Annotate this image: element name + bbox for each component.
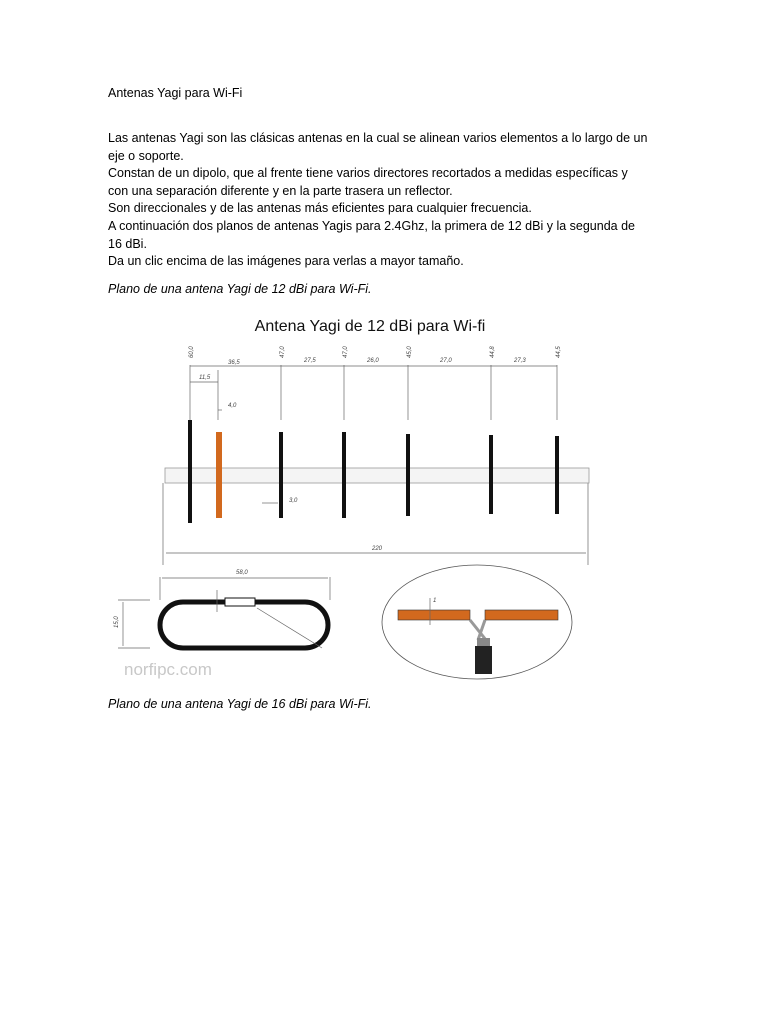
figure-caption-12dbi: Plano de una antena Yagi de 12 dBi para Wi-Fi. — [108, 282, 372, 296]
figure-caption-16dbi: Plano de una antena Yagi de 16 dBi para Wi-Fi. — [108, 697, 372, 711]
reflector-element — [188, 420, 192, 523]
length-label: 47,0 — [343, 346, 349, 358]
total-length-label: 220 — [372, 546, 383, 552]
spacing-label: 36,5 — [228, 360, 240, 366]
yagi-12dbi-diagram[interactable] — [100, 305, 600, 685]
folded-dipole-loop — [118, 577, 330, 648]
intro-paragraph — [108, 130, 668, 271]
length-label: 47,0 — [280, 346, 286, 358]
spacing-label: 26,0 — [367, 358, 379, 364]
detail-gap-label: 1 — [433, 598, 437, 604]
loop-width-label: 58,0 — [236, 570, 248, 576]
diagram-title: Antena Yagi de 12 dBi para Wi-fi — [254, 318, 486, 335]
gap-label: 3,0 — [289, 498, 298, 504]
paragraph-line: Son direccionales y de las antenas más eficientes para cualquier frecuencia. — [108, 201, 532, 216]
spacing-label: 27,3 — [514, 358, 526, 364]
paragraph-line: Las antenas Yagi son las clásicas antenas en la cual se alinean varios elementos a lo largo de un — [108, 131, 648, 145]
director-element — [489, 435, 493, 514]
spacing-label: 27,5 — [304, 358, 316, 364]
paragraph-line: con una separación diferente y en la parte trasera un reflector. — [108, 183, 453, 198]
loop-height-label: 15,0 — [114, 616, 120, 628]
length-label: 44,8 — [490, 346, 496, 358]
length-label: 60,0 — [189, 346, 195, 358]
director-element — [555, 436, 559, 514]
paragraph-line: 16 dBi. — [108, 236, 147, 251]
paragraph-line: eje o soporte. — [108, 148, 184, 163]
paragraph-line: A continuación dos planos de antenas Yagis para 2.4Ghz, la primera de 12 dBi y la segunda de — [108, 218, 635, 233]
length-label: 44,5 — [556, 346, 562, 358]
watermark: norfipc.com — [124, 660, 212, 679]
dipole-width-label: 4,0 — [228, 403, 237, 409]
director-element — [406, 434, 410, 516]
document-title: Antenas Yagi para Wi-Fi — [108, 86, 243, 100]
paragraph-line: Constan de un dipolo, que al frente tiene varios directores recortados a medidas específicas y — [108, 166, 628, 181]
dimension-lines — [163, 365, 588, 565]
spacing-label: 27,0 — [440, 358, 452, 364]
paragraph-line: Da un clic encima de las imágenes para verlas a mayor tamaño. — [108, 254, 464, 269]
feed-detail — [382, 565, 572, 679]
offset-label: 11,5 — [199, 375, 211, 381]
antenna-boom — [165, 468, 589, 483]
director-element — [279, 432, 283, 518]
director-element — [342, 432, 346, 518]
length-label: 45,0 — [407, 346, 413, 358]
dipole-element — [216, 432, 222, 518]
